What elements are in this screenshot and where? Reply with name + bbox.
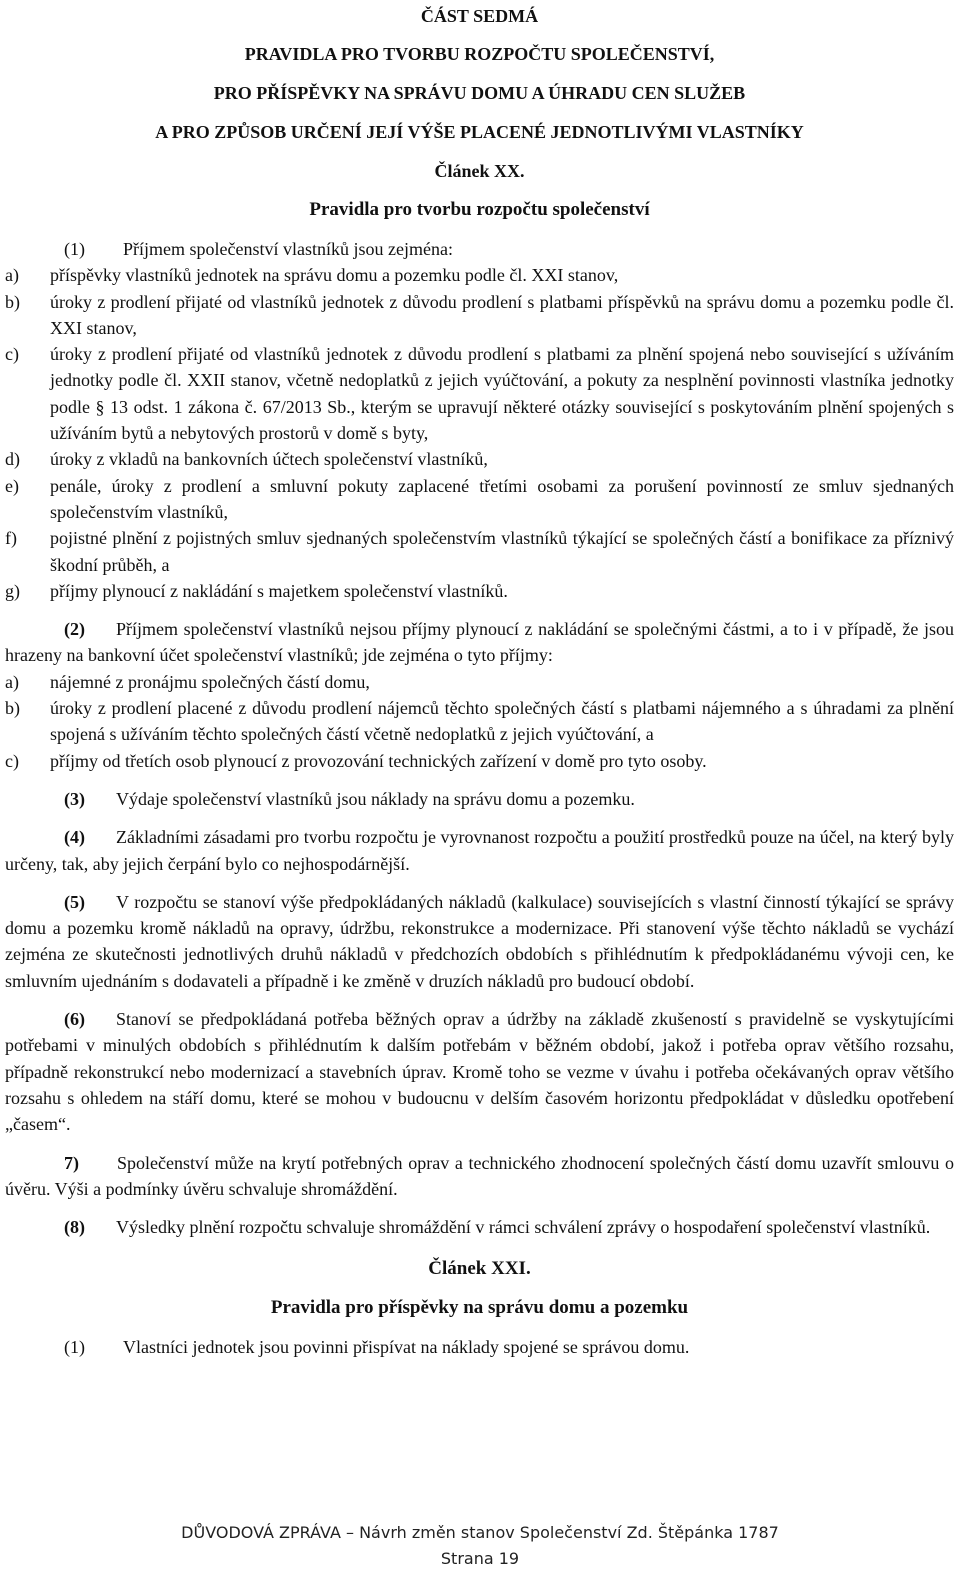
list-item-text: úroky z prodlení přijaté od vlastníků jednotek z důvodu prodlení s platbami příspěvků na správu domu a pozemku podle čl. XXI stanov, <box>50 291 954 338</box>
list-item <box>5 525 954 578</box>
paragraph-number: (6) <box>64 1009 85 1030</box>
paragraph-text: Stanoví se předpokládaná potřeba běžných oprav a údržby na základě zkušeností s pravidelně se vyskytujícími potřebami v minulých obdobích s přihlédnutím k dalším potřebám v běžném období, jakož i potřeba oprav většího rozsahu, případně rekonstrukcí nebo modernizací a stavebních úprav. Kromě toho se vezme v úvahu i potřeba očekávaných oprav většího rozsahu s ohledem na stáří domu, které se mohou v budoucnu v delším časovém horizontu předpokládat v důsledku opotřebení „časem“. <box>5 1009 954 1135</box>
list-item-label: c) <box>5 344 19 365</box>
article-xx-heading: Článek XX. <box>434 161 525 181</box>
paragraph-2 <box>5 616 954 669</box>
paragraph-number: (3) <box>64 788 85 809</box>
article-xxi-paragraph-1 <box>5 1334 954 1360</box>
list-item-text: penále, úroky z prodlení a smluvní pokuty zaplacené třetími osobami za porušení povinností ze smluv sjednaných společenstvím vlastníků, <box>50 475 954 522</box>
paragraph-text: V rozpočtu se stanoví výše předpokládaných nákladů (kalkulace) souvisejících s vlastní činností týkající se správy domu a pozemku kromě nákladů na opravy, údržbu, rekonstrukce a modernizace. Při stanovení výše těchto nákladů se vychází zejména ze skutečnosti jednotlivých druhů nákladů v předchozích obdobích s přihlédnutím k předpokládanému vývoji cen, ke smluvním ujednáním s dodavateli a případně i ke změně v druzích nákladů pro budoucí období. <box>5 891 954 991</box>
part-heading: ČÁST SEDMÁ <box>420 6 539 26</box>
list-item-text: pojistné plnění z pojistných smluv sjednaných společenstvím vlastníků týkající se společných částí a bonifikace za příznivý škodní průběh, a <box>50 528 954 575</box>
article-xxi-heading: Článek XXI. <box>428 1258 531 1280</box>
list-item <box>5 578 954 604</box>
paragraph-8 <box>5 1214 954 1240</box>
list-item-label: a) <box>5 671 19 692</box>
list-item-text: příjmy od třetích osob plynoucí z provozování technických zařízení v domě pro tyto osoby. <box>50 750 707 771</box>
part-title-line-2: PRO PŘÍSPĚVKY NA SPRÁVU DOMU A ÚHRADU CEN SLUŽEB <box>213 83 746 103</box>
list-item <box>5 341 954 446</box>
paragraph-number: (1) <box>64 1337 85 1358</box>
list-item-label: a) <box>5 265 19 286</box>
article-xxi-subheading: Pravidla pro příspěvky na správu domu a pozemku <box>270 1297 689 1319</box>
paragraph-3 <box>5 786 954 812</box>
paragraph-number: (8) <box>64 1217 85 1238</box>
list-item <box>5 669 954 695</box>
paragraph-number: (4) <box>64 827 85 848</box>
paragraph-5 <box>5 889 954 994</box>
paragraph-text: Základními zásadami pro tvorbu rozpočtu je vyrovnanost rozpočtu a použití prostředků pouze na účel, na který byly určeny, tak, aby jejich čerpání bylo co nejhospodárnější. <box>5 827 954 874</box>
list-item-label: b) <box>5 291 20 312</box>
list-item-text: úroky z prodlení přijaté od vlastníků jednotek z důvodu prodlení s platbami za plnění spojená nebo související s užíváním jednotky podle čl. XXII stanov, včetně nedoplatků z jejich vyúčtování, a pokuty za nesplnění povinnosti vlastníka jednotky podle § 13 odst. 1 zákona č. 67/2013 Sb., kterým se upravují některé otázky související s poskytováním plnění spojených s užíváním bytů a nebytových prostorů v domě s byty, <box>50 344 954 444</box>
paragraph-6 <box>5 1006 954 1137</box>
paragraph-number: 7) <box>64 1152 79 1173</box>
list-item-label: d) <box>5 449 20 470</box>
list-item <box>5 446 954 472</box>
list-item-label: f) <box>5 528 17 549</box>
paragraph-1-intro <box>5 236 954 262</box>
list-item-label: e) <box>5 475 19 496</box>
paragraph-text: Výsledky plnění rozpočtu schvaluje shromáždění v rámci schválení zprávy o hospodaření společenství vlastníků. <box>116 1217 931 1238</box>
list-item-text: příjmy plynoucí z nakládání s majetkem společenství vlastníků. <box>50 580 508 601</box>
list-item <box>5 262 954 288</box>
list-item-text: nájemné z pronájmu společných částí domu, <box>50 671 370 692</box>
list-item <box>5 473 954 526</box>
paragraph-7 <box>5 1150 954 1203</box>
part-title-line-3: A PRO ZPŮSOB URČENÍ JEJÍ VÝŠE PLACENÉ JEDNOTLIVÝMI VLASTNÍKY <box>155 122 804 142</box>
paragraph-4 <box>5 824 954 877</box>
paragraph-text: Příjmem společenství vlastníků jsou zejména: <box>123 239 453 259</box>
paragraph-text: Výdaje společenství vlastníků jsou náklady na správu domu a pozemku. <box>116 788 635 809</box>
list-item <box>5 748 954 774</box>
article-xx-subheading: Pravidla pro tvorbu rozpočtu společenství <box>309 199 650 220</box>
list-item <box>5 289 954 342</box>
list-item-text: příspěvky vlastníků jednotek na správu domu a pozemku podle čl. XXI stanov, <box>50 265 619 286</box>
list-item-label: g) <box>5 580 20 601</box>
list-item-label: b) <box>5 698 20 719</box>
paragraph-text: Příjmem společenství vlastníků nejsou příjmy plynoucí z nakládání se společnými částmi, a to i v případě, že jsou hrazeny na bankovní účet společenství vlastníků; jde zejména o tyto příjmy: <box>5 619 954 666</box>
footer-document-title: DŮVODOVÁ ZPRÁVA – Návrh změn stanov Společenství Zd. Štěpánka 1787 <box>181 1523 779 1542</box>
list-item-label: c) <box>5 750 19 771</box>
list-item <box>5 695 954 748</box>
page-footer <box>0 1520 960 1572</box>
list-item-text: úroky z prodlení placené z důvodu prodlení nájemců těchto společných částí s platbami nájemného a s úhradami za plnění spojená s užíváním těchto společných částí včetně nedoplatků z jejich vyúčtování, a <box>50 698 954 745</box>
paragraph-number: (5) <box>64 891 85 912</box>
footer-page-number: Strana 19 <box>440 1549 520 1568</box>
paragraph-number: (1) <box>64 239 85 259</box>
paragraph-text: Vlastníci jednotek jsou povinni přispívat na náklady spojené se správou domu. <box>123 1337 690 1358</box>
part-title-line-1: PRAVIDLA PRO TVORBU ROZPOČTU SPOLEČENSTVÍ, <box>244 44 715 64</box>
paragraph-number: (2) <box>64 619 85 640</box>
paragraph-text: Společenství může na krytí potřebných oprav a technického zhodnocení společných částí domu uzavřít smlouvu o úvěru. Výši a podmínky úvěru schvaluje shromáždění. <box>5 1152 954 1199</box>
list-item-text: úroky z vkladů na bankovních účtech společenství vlastníků, <box>50 449 488 470</box>
